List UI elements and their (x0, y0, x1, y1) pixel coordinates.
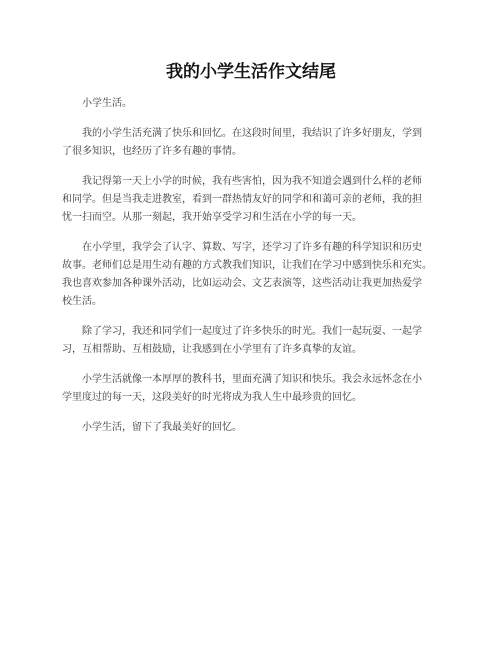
document-title: 我的小学生活作文结尾 (166, 62, 336, 82)
paragraph-4: 在小学里，我学会了认字、算数、写字，还学习了许多有趣的科学知识和历史 故事。老师们总是用生动有趣的方式教我们知识，让我们在学习中感到快乐和充实。 我也喜欢参加各种课外活动，比如运动会、文艺表演等，这些活动让我更加热爱学 校生活。 (62, 242, 432, 307)
paragraph-3: 我记得第一天上小学的时候，我有些害怕，因为我不知道会遇到什么样的老师 和同学。但是当我走进教室，看到一群热情友好的同学和和蔼可亲的老师，我的担 忧一扫而空。从那一刻起，我开始享受学习和生活在小学的每一天。 (62, 176, 422, 223)
document-body (62, 95, 442, 449)
paragraph-7: 小学生活，留下了我最美好的回忆。 (82, 422, 242, 433)
paragraph-1: 小学生活。 (82, 98, 132, 109)
paragraph-6: 小学生活就像一本厚厚的教科书，里面充满了知识和快乐。我会永远怀念在小 学里度过的每一天，这段美好的时光将成为我人生中最珍贵的回忆。 (62, 374, 422, 403)
paragraph-2: 我的小学生活充满了快乐和回忆。在这段时间里，我结识了许多好朋友，学到 了很多知识，也经历了许多有趣的事情。 (62, 128, 422, 157)
paragraph-5: 除了学习，我还和同学们一起度过了许多快乐的时光。我们一起玩耍、一起学 习，互相帮助、互相鼓励，让我感到在小学里有了许多真挚的友谊。 (62, 326, 422, 355)
